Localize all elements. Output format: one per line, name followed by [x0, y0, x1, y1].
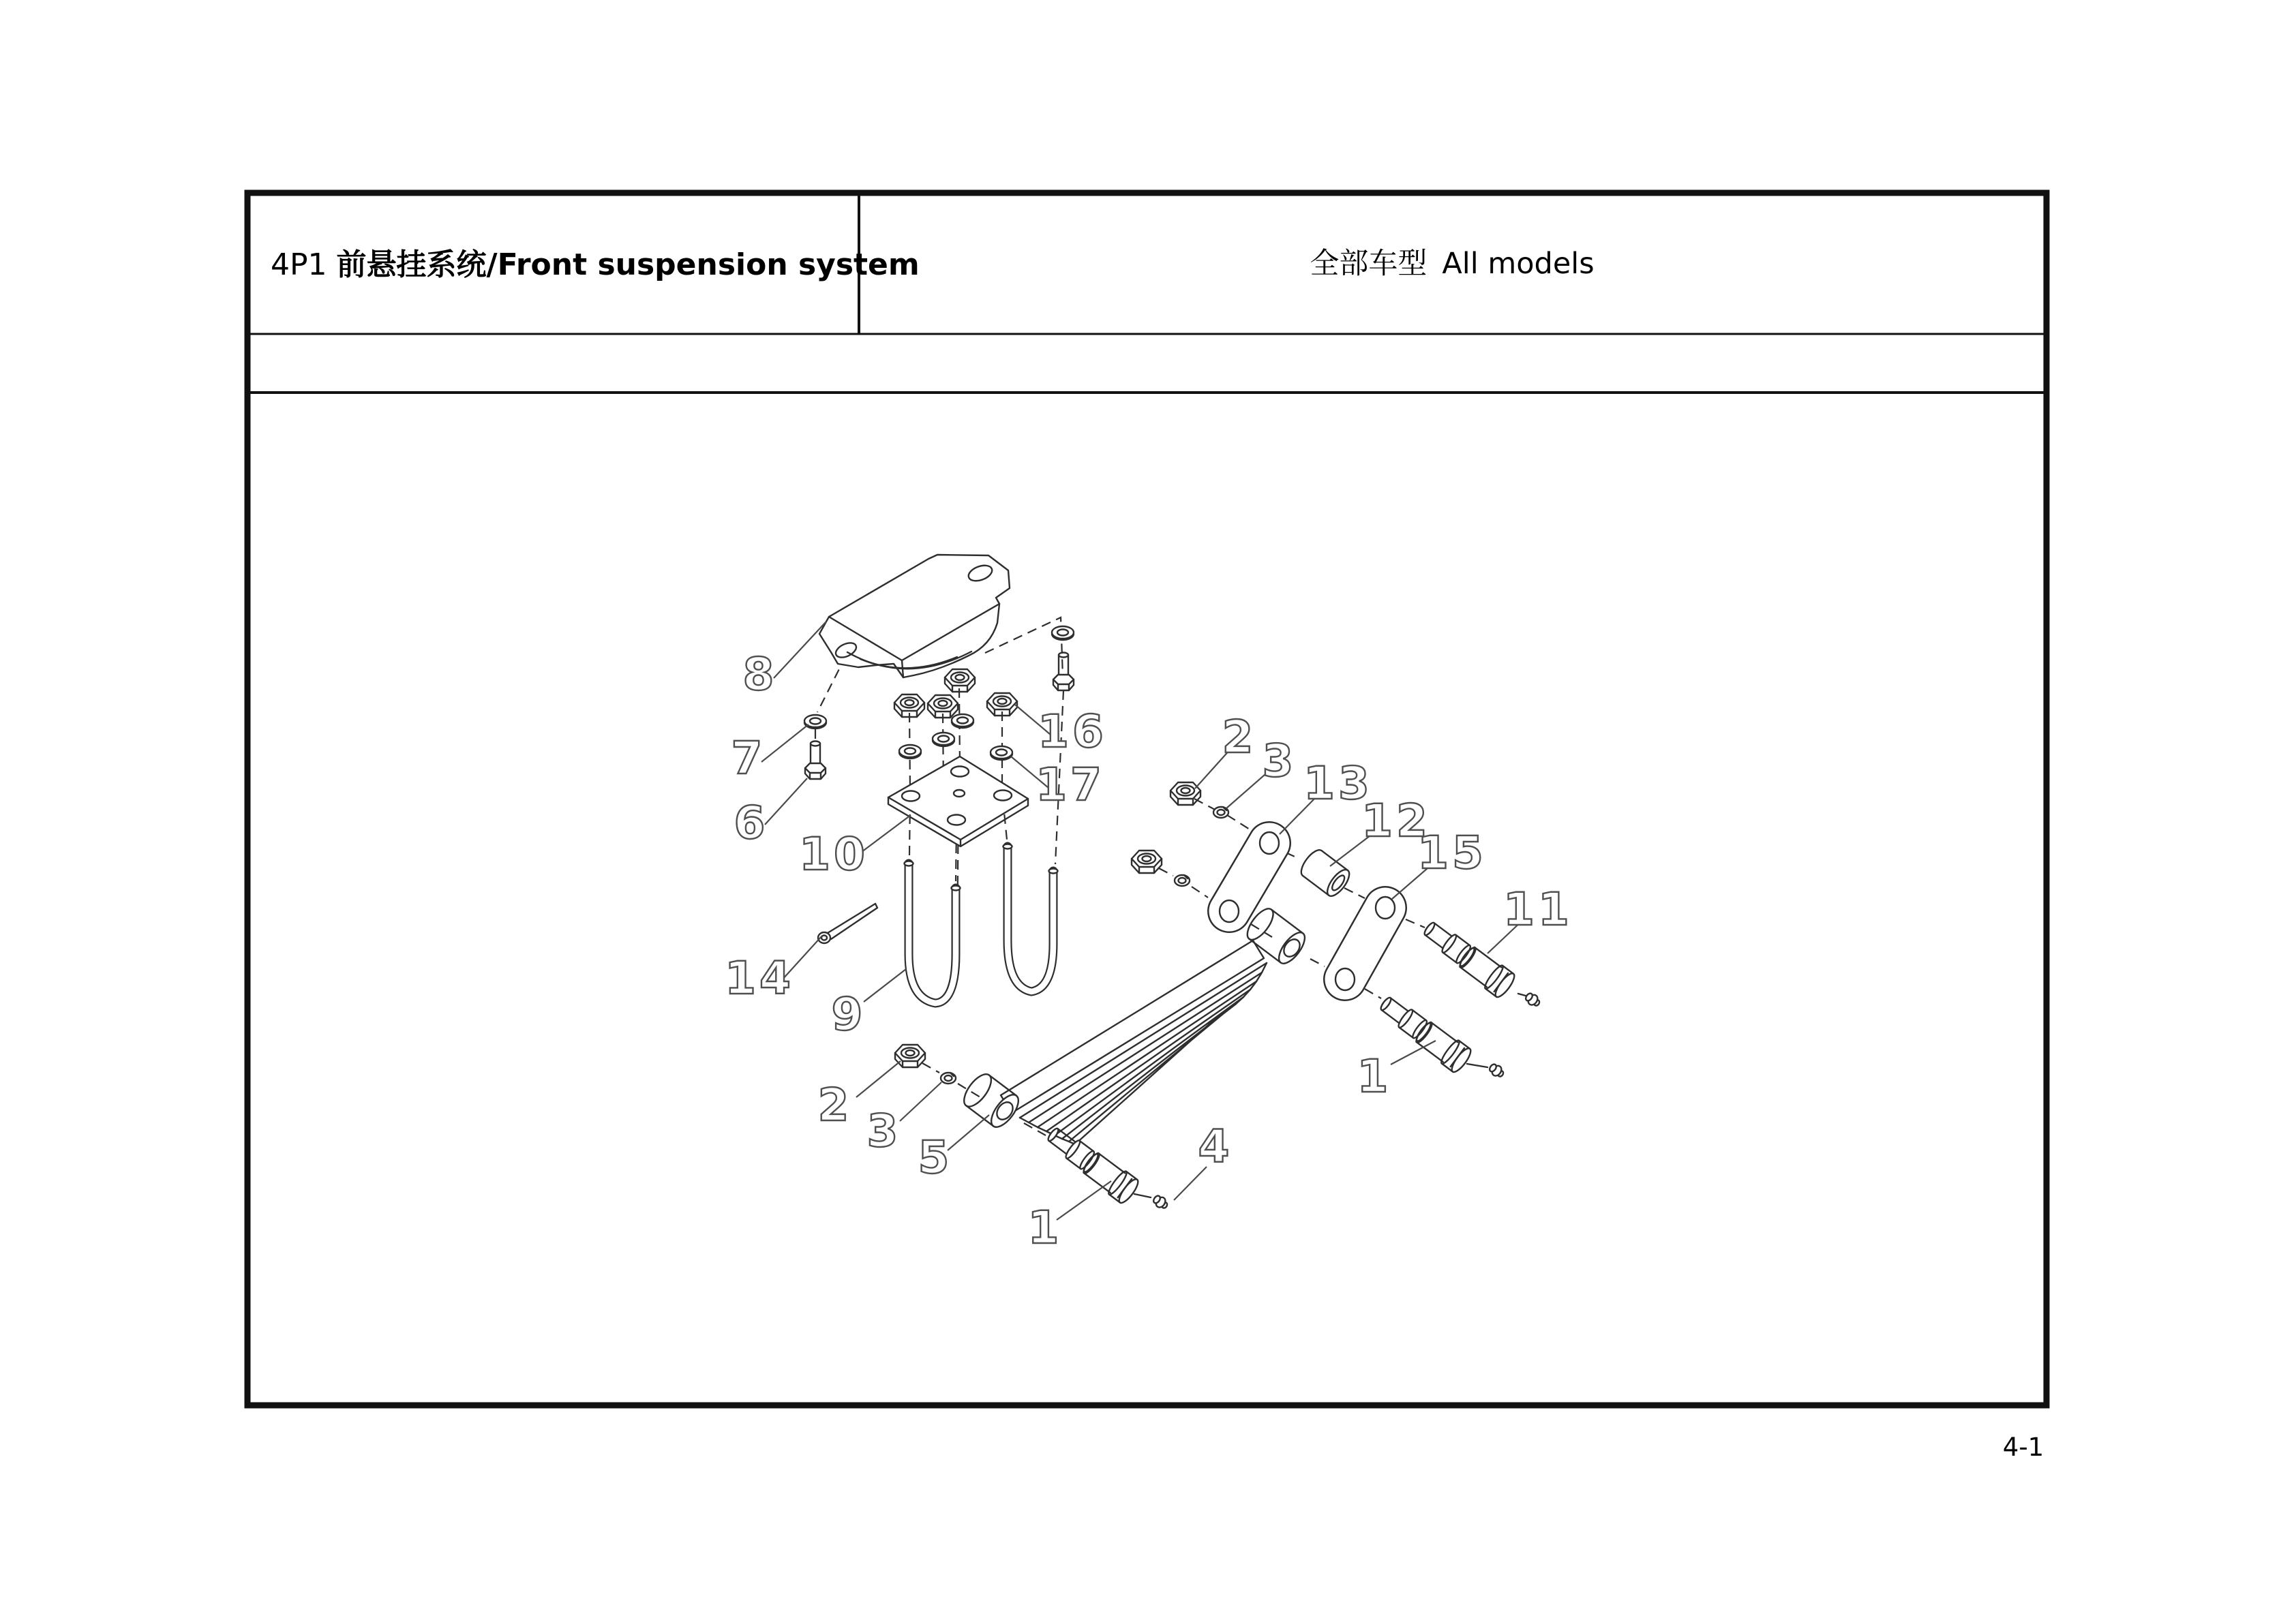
part-6-bolt-b: [1053, 653, 1074, 691]
models-en: All models: [1442, 247, 1595, 281]
callout-part-2-lower: 2: [817, 1079, 853, 1131]
callout-part-1-rear: 1: [1357, 1050, 1392, 1103]
callout-part-15: 15: [1417, 827, 1487, 879]
part-16-nuts: [894, 669, 1017, 718]
callout-part-6: 6: [734, 797, 769, 849]
part-11-shackle-pin: [1419, 916, 1517, 1000]
callout-part-1-front: 1: [1027, 1202, 1063, 1254]
callout-part-7: 7: [731, 732, 766, 784]
part-17-washers: [899, 714, 1012, 760]
part-7-washer: [804, 715, 826, 729]
title-en: Front suspension system: [497, 247, 920, 282]
callout-part-14: 14: [725, 952, 794, 1005]
part-14-center-bolt: [818, 904, 877, 943]
callout-part-17: 17: [1036, 759, 1105, 811]
callout-part-16: 16: [1038, 705, 1107, 758]
spring-front-eye: [959, 1070, 1023, 1131]
models-zh: 全部车型: [1310, 247, 1428, 281]
callout-part-3-upper: 3: [1262, 735, 1297, 787]
title-zh: 前悬挂系统: [336, 247, 487, 282]
part-3-lockwashers: [941, 807, 1228, 1084]
outer-border: [247, 193, 2046, 1405]
part-4-grease-fitting-c: [1151, 1193, 1170, 1211]
model-applicability: [1310, 247, 1594, 281]
callout-part-13: 13: [1303, 757, 1373, 810]
callout-part-8: 8: [742, 648, 778, 701]
callout-part-2-upper: 2: [1222, 711, 1257, 763]
part-9-ubolts: [905, 844, 1058, 1004]
page-number: 4-1: [2002, 1433, 2044, 1462]
part-4-grease-fitting-a: [1524, 991, 1542, 1009]
title-block: [247, 193, 2046, 1405]
callout-part-10: 10: [799, 828, 868, 881]
page-title: [271, 247, 920, 282]
part-15-shackle-plate: [1335, 897, 1395, 990]
callout-part-9: 9: [831, 988, 866, 1041]
part-8-spring-bracket: [819, 555, 1010, 677]
callout-part-12: 12: [1361, 795, 1431, 847]
part-4-grease-fitting-b: [1487, 1062, 1506, 1080]
title-slash: /: [486, 247, 498, 282]
callout-part-5: 5: [918, 1131, 953, 1184]
exploded-diagram: [725, 555, 1573, 1254]
part-7-washer-b: [1052, 626, 1074, 640]
section-code: 4P1: [271, 247, 327, 282]
callout-part-4: 4: [1198, 1120, 1233, 1173]
callout-part-3-lower: 3: [866, 1105, 902, 1157]
part-6-bolt: [805, 741, 826, 780]
callout-part-11: 11: [1503, 883, 1573, 936]
part-1-spring-pin-front: [1042, 1122, 1141, 1206]
